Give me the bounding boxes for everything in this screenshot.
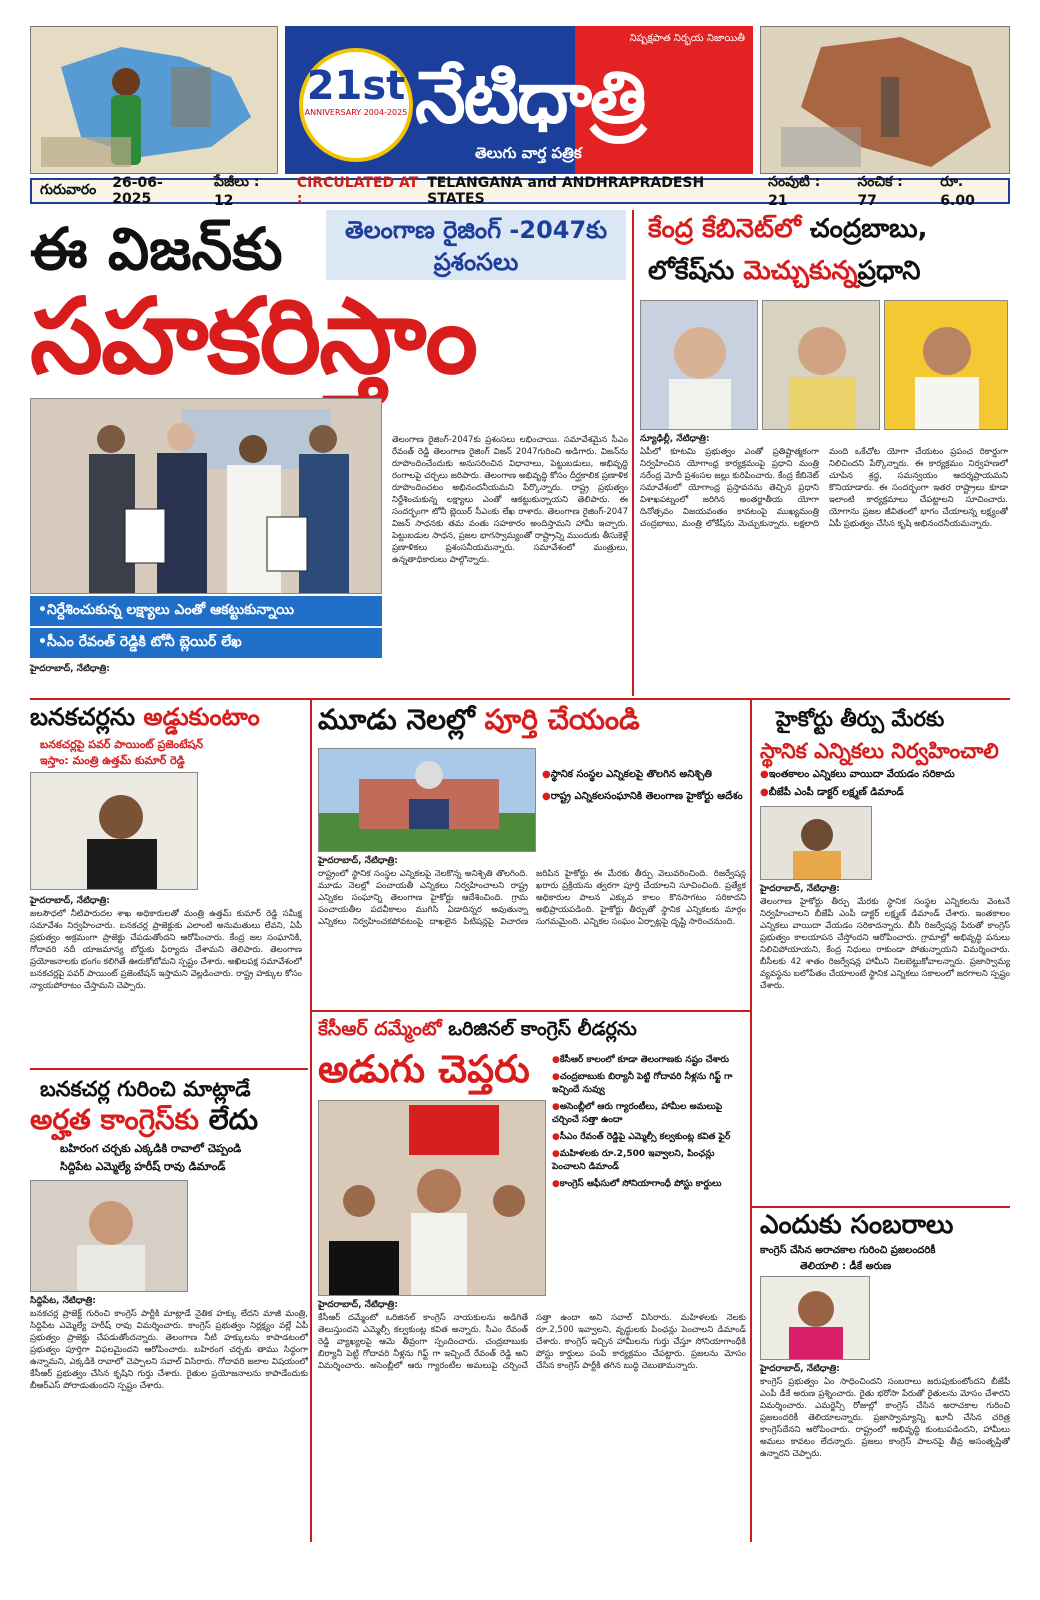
anniversary-badge <box>299 48 413 162</box>
cabinet-headline-2c: ప్రధాని <box>857 256 921 286</box>
lead-highlight-2: •సీఎం రేవంత్ రెడ్డికి టోనీ బ్లెయిర్ లేఖ <box>30 628 382 658</box>
highcourt-photo <box>760 806 872 880</box>
harish-dateline: సిద్దిపేట, నేటిధాత్రి: <box>30 1296 96 1306</box>
circulated-label: CIRCULATED AT : <box>296 175 419 207</box>
issue-volume: సంపుటి : 21 <box>768 173 821 209</box>
high-court-photo <box>318 748 536 852</box>
cabinet-body: ఏపీలో కూటమి ప్రభుత్వం ఎంతో ప్రతిష్టాత్మకంగా నిర్వహించిన యోగాంధ్ర కార్యక్రమంపై ప్రధాని మంత్రి నరేంద్ర మోదీ ప్రశంసల జల్లు కురిపించారు. కేంద్ర కేబినెట్ సమావేశంలో యోగాంధ్ర ప్రస్తావనను తెచ్చిన ప్రధాని విశాఖపట్నంలో జరిగిన అంతర్జాతీయ యోగా దినోత్సవం విజయవంతం కావటంపై ముఖ్యమంత్రి చంద్రబాబు, మంత్రి లోకేష్‌ను మెచ్చుకున్నారు. లక్షలాది మంది ఒకేచోట యోగా చేయటం ప్రపంచ రికార్డుగా నిలిచిందని పేర్కొన్నారు. ఈ కార్యక్రమం నిర్వహణలో చూపిన శ్రద్ధ, సమన్వయం ఆదర్శప్రాయమని కొనియాడారు. ఈ సందర్భంగా ఇతర రాష్ట్రాలు కూడా ఇలాంటి కార్యక్రమాలు చేపట్టాలని సూచించారు. యోగాను ప్రజల జీవితంలో భాగం చేయాలన్న లక్ష్యంతో ఏపీ ప్రభుత్వం చేసిన కృషి అభినందనీయమన్నారు. <box>640 447 1008 529</box>
harish-body: బనకచర్ల ప్రాజెక్ట్ గురించి కాంగ్రెస్ పార్టీకి మాట్లాడే నైతిక హక్కు లేదని మాజీ మంత్రి, సిద్దిపేట ఎమ్మెల్యే హరీష్ రావు విమర్శించారు. కాంగ్రెస్ ప్రభుత్వం నిర్లక్ష్యం వల్లే ఏపీ ప్రభుత్వం ప్రాజెక్టు చేపడుతోందన్నారు. తెలంగాణ నీటి హక్కులను కాపాడటంలో ప్రభుత్వం పూర్తిగా విఫలమైందని ఆరోపించారు. బహిరంగ చర్చకు తాము సిద్ధంగా ఉన్నామని, ఎక్కడికి రావాలో చెప్పాలని సవాల్ విసిరారు. గోదావరి జలాల విషయంలో కేసీఆర్ ప్రభుత్వం చేసిన కృషిని గుర్తు చేశారు. రైతుల ప్రయోజనాలను కాపాడేందుకు బీఆర్ఎస్ పోరాడుతుందని స్పష్టం చేశారు. <box>30 1309 308 1391</box>
cabinet-photo-lokesh <box>884 300 1008 430</box>
sambaralu-sub: కాంగ్రెస్ చేసిన అరాచకాల గురించి ప్రజలందరికీ <box>760 1245 936 1256</box>
harish-sub1: బహిరంగ చర్చకు ఎక్కడికి రావాలో చెప్పండి <box>60 1142 242 1155</box>
telangana-map-illustration <box>31 27 278 174</box>
lead-kicker: తెలంగాణ రైజింగ్ -2047కు ప్రశంసలు <box>326 210 626 280</box>
highcourt-bullet-2: ● బీజేపీ ఎంపీ డాక్టర్ లక్ష్మణ్ డిమాండ్ <box>760 784 904 802</box>
highcourt-bullet-1: ● ఇంతకాలం ఎన్నికలు వాయిదా వేయడం సరికాదు <box>760 766 955 784</box>
harish-headline-1: బనకచర్ల గురించి మాట్లాడే <box>40 1077 251 1101</box>
lead-body: తెలంగాణ రైజింగ్-2047కు ప్రశంసలు లభించాయి. సమావేశమైన సీఎం రేవంత్ రెడ్డి తెలంగాణ రైజింగ్ విజన్ 2047గురించి అడిగారు. విజన్‌ను రూపొందించేందుకు అనుసరించిన విధానాలు, పెట్టుబడులు, అభివృద్ధి రంగాలపై చర్చలు జరిపారు. తెలంగాణ అభివృద్ధి కోసం దీర్ఘకాలిక ప్రణాళిక రూపొందించటం అభినందనీయమని పేర్కొన్నారు. రాష్ట్ర ప్రభుత్వం నిర్దేశించుకున్న లక్ష్యాలు ఎంతో ఆకట్టుకున్నాయని తెలిపారు. ఈ సందర్భంగా టోనీ బ్లెయిర్ సీఎంకు లేఖ రాశారు. తెలంగాణ రైజింగ్-2047 విజన్ సాధనకు తమ వంతు సహకారం అందిస్తామని హామీ ఇచ్చారు. పెట్టుబడుల సాధన, ప్రజల భాగస్వామ్యంతో రాష్ట్రాన్ని ముందుకు తీసుకెళ్లే ప్రణాళికలు ప్రశంసనీయమన్నారు. సమావేశంలో మంత్రులు, ఉన్నతాధికారులు పాల్గొన్నారు. <box>392 435 628 565</box>
portrait-illustration <box>641 301 758 430</box>
highcourt-body: తెలంగాణ హైకోర్టు తీర్పు మేరకు స్థానిక సంస్థల ఎన్నికలను వెంటనే నిర్వహించాలని బీజేపీ ఎంపీ డాక్టర్ లక్ష్మణ్ డిమాండ్ చేశారు. ఇంతకాలం ఎన్నికలు వాయిదా వేయడం సరికాదన్నారు. బీసీ రిజర్వేషన్ల పేరుతో కాంగ్రెస్ ప్రభుత్వం కాలయాపన చేస్తోందని ఆరోపించారు. గ్రామాల్లో అభివృద్ధి పనులు నిలిచిపోయాయని, కేంద్ర నిధులు రాకుండా పోతున్నాయని విమర్శించారు. బీసీలకు 42 శాతం రిజర్వేషన్ల హామీని నిలబెట్టుకోవాలన్నారు. ప్రజాస్వామ్య వ్యవస్థను బలోపేతం చేయాలంటే స్థానిక ఎన్నికలు సకాలంలో జరగాలని స్పష్టం చేశారు. <box>760 897 1010 991</box>
three-months-body: రాష్ట్రంలో స్థానిక సంస్థల ఎన్నికలపై నెలకొన్న అనిశ్చితి తొలగింది. మూడు నెలల్లో పంచాయతీ ఎన్నికలు నిర్వహించాలని రాష్ట్ర ఎన్నికల సంఘాన్ని తెలంగాణ హైకోర్టు ఆదేశించింది. గ్రామ పంచాయతీల పదవీకాలం ముగిసి ఏడాదిన్నర అవుతున్నా ఎన్నికలు నిర్వహించకపోవటంపై దాఖలైన పిటిషన్లపై విచారణ జరిపిన హైకోర్టు ఈ మేరకు తీర్పు వెలువరించింది. రిజర్వేషన్ల ఖరారు ప్రక్రియను త్వరగా పూర్తి చేయాలని సూచించింది. ప్రత్యేక అధికారుల పాలన ఎక్కువ కాలం కొనసాగటం సరికాదని అభిప్రాయపడింది. హైకోర్టు తీర్పుతో స్థానిక ఎన్నికలకు మార్గం సుగమమైంది. ఎన్నికల సంఘం ఏర్పాట్లపై దృష్టి సారించనుంది. <box>318 869 746 927</box>
sambaralu-dateline: హైదరాబాద్, నేటిధాత్రి: <box>760 1364 840 1374</box>
section-divider <box>752 1206 1010 1208</box>
portrait-illustration <box>761 807 872 880</box>
three-months-bullet-1: ● స్థానిక సంస్థల ఎన్నికలపై తొలగిన అనిశ్చితి <box>542 766 748 784</box>
cabinet-headline-2b: మెచ్చుకున్న <box>734 256 858 286</box>
lead-photo <box>30 398 382 594</box>
cabinet-headline-1a: కేంద్ర కేబినెట్‌లో <box>648 214 801 244</box>
anniversary-number: 21st <box>306 63 406 109</box>
harish-headline-2a: అర్హత కాంగ్రెస్‌కు <box>30 1103 199 1136</box>
lead-photo-illustration <box>31 399 382 594</box>
kavitha-bullet: ● అసెంబ్లీలో ఆరు గ్యారంటీలు, హామీల అమలుపై చర్చించే సత్తా ఉందా <box>552 1101 748 1127</box>
issue-number: సంచిక : 77 <box>857 173 903 209</box>
portrait-illustration <box>31 773 198 890</box>
issue-date: 26-06-2025 <box>112 175 163 207</box>
lead-highlight-1: •నిర్దేశించుకున్న లక్ష్యాలు ఎంతో ఆకట్టుకున్నాయి <box>30 596 382 626</box>
newspaper-masthead <box>285 26 753 174</box>
column-divider <box>750 700 752 1542</box>
cabinet-headline-2a: లోకేష్‌ను <box>648 256 735 286</box>
three-months-headline-b: పూర్తి చేయండి <box>474 703 640 736</box>
three-months-dateline: హైదరాబాద్, నేటిధాత్రి: <box>318 856 398 866</box>
banakacherla-headline-b: అడ్డుకుంటాం <box>135 703 260 731</box>
portrait-illustration <box>763 301 880 430</box>
kavitha-body: కేసీఆర్ దమ్మేంటో ఒరిజినల్ కాంగ్రెస్ నాయకులను అడిగితే తెలుస్తుందని ఎమ్మెల్సీ కల్వకుంట్ల కవిత అన్నారు. సీఎం రేవంత్ రెడ్డి వ్యాఖ్యలపై ఆమె తీవ్రంగా స్పందించారు. చంద్రబాబుకు బిర్యానీ పెట్టి గోదావరి నీళ్లను గిఫ్ట్ గా ఇచ్చిందే రేవంత్ రెడ్డి అని విమర్శించారు. అసెంబ్లీలో ఆరు గ్యారంటీల అమలుపై చర్చించే సత్తా ఉందా అని సవాల్ విసిరారు. మహిళలకు నెలకు రూ.2,500 ఇవ్వాలని, వృద్ధులకు పింఛన్లు పెంచాలని డిమాండ్ చేశారు. కాంగ్రెస్ ఇచ్చిన హామీలను గుర్తు చేస్తూ సోనియాగాంధీకి పోస్టు కార్డులు పంపే కార్యక్రమం చేపట్టారు. ప్రజలను మోసం చేసిన కాంగ్రెస్ పార్టీకి తగిన బుద్ధి చెబుతామన్నారు. <box>318 1313 746 1371</box>
banakacherla-body: జలసౌధలో నీటిపారుదల శాఖ అధికారులతో మంత్రి ఉత్తమ్ కుమార్ రెడ్డి సమీక్ష సమావేశం నిర్వహించారు. బనకచర్ల ప్రాజెక్టుకు ఎలాంటి అనుమతులు లేవని, ఏపీ ప్రభుత్వం అక్రమంగా ప్రాజెక్టు చేపడుతోందని ఆరోపించారు. కేంద్ర జల సంఘానికి, గోదావరి నదీ యాజమాన్య బోర్డుకు ఫిర్యాదు చేశామని తెలిపారు. తెలంగాణ ప్రయోజనాలకు భంగం కలిగితే ఊరుకోబోమని స్పష్టం చేశారు. అఖిలపక్ష సమావేశంలో బనకచర్లపై పవర్ పాయింట్ ప్రజెంటేషన్ ఇస్తామని వెల్లడించారు. రాష్ట్ర హక్కుల కోసం న్యాయపోరాటం చేస్తామని చెప్పారు. <box>30 909 302 991</box>
highcourt-dateline: హైదరాబాద్, నేటిధాత్రి: <box>760 884 840 894</box>
highcourt-headline-1: హైకోర్టు తీర్పు మేరకు <box>776 707 945 731</box>
three-months-bullet-2: ● రాష్ట్ర ఎన్నికలసంఘానికి తెలంగాణ హైకోర్టు ఆదేశం <box>542 788 748 806</box>
cabinet-headline-2 <box>648 256 1008 286</box>
kavitha-headline-1b: ఒరిజినల్ కాంగ్రెస్ లీడర్లను <box>441 1018 637 1040</box>
cabinet-dateline: న్యూఢిల్లీ, నేటిధాత్రి: <box>640 434 710 444</box>
kavitha-bullet: ● కేసీఆర్ కాలంలో కూడా తెలంగాణకు నష్టం చేశారు <box>552 1054 748 1067</box>
cabinet-photo-modi <box>640 300 758 430</box>
kavitha-bullets <box>552 1054 748 1195</box>
telangana-map-banner <box>30 26 278 174</box>
section-divider <box>312 1010 750 1012</box>
protest-illustration <box>319 1101 546 1296</box>
lead-headline-line1: ఈ విజన్‌కు <box>30 215 283 283</box>
cabinet-headline-1b: చంద్రబాబు, <box>800 214 928 244</box>
banakacherla-headline <box>30 702 305 732</box>
sambaralu-sub2: తెలియాలి : డీకే అరుణ <box>800 1261 892 1272</box>
newspaper-subtitle: తెలుగు వార్త పత్రిక <box>475 144 582 162</box>
kavitha-bullet: ● మహిళలకు రూ.2,500 ఇవ్వాలని, పింఛన్లు పెంచాలని డిమాండ్ <box>552 1148 748 1174</box>
cabinet-photo-chandrababu <box>762 300 880 430</box>
banakacherla-sub1: బనకచర్లపై పవర్ పాయింట్ ప్రజెంటేషన్ <box>40 738 204 751</box>
sambaralu-body: కాంగ్రెస్ ప్రభుత్వం ఏం సాధించిందని సంబరాలు జరుపుకుంటోందని బీజేపీ ఎంపీ డీకే అరుణ ప్రశ్నించారు. రైతు భరోసా పేరుతో రైతులను మోసం చేశారని విమర్శించారు. ఎమర్జెన్సీ రోజుల్లో కాంగ్రెస్ చేసిన అరాచకాల గురించి ప్రజలందరికీ తెలియాలన్నారు. ప్రజాస్వామ్యాన్ని ఖూనీ చేసిన చరిత్ర కాంగ్రెస్‌దేనని ఆరోపించారు. రాష్ట్రంలో అభివృద్ధి కుంటుపడిందని, హామీలు అమలు కావటం లేదన్నారు. ప్రజలు కాంగ్రెస్ పాలనపై తీవ్ర అసంతృప్తితో ఉన్నారని చెప్పారు. <box>760 1377 1010 1459</box>
newspaper-tagline: నిష్పక్షపాత నిర్భయ నిజాయితీ <box>629 33 745 44</box>
lead-headline-line2: సహకరిస్తాం <box>30 275 476 397</box>
three-months-headline <box>318 702 748 738</box>
cabinet-headline-1 <box>648 214 1008 244</box>
kavitha-dateline: హైదరాబాద్, నేటిధాత్రి: <box>318 1300 398 1310</box>
three-months-headline-a: మూడు నెలల్లో <box>318 703 475 736</box>
highcourt-headline-2: స్థానిక ఎన్నికలు నిర్వహించాలి <box>760 739 999 763</box>
portrait-illustration <box>885 301 1008 430</box>
sambaralu-photo <box>760 1276 870 1360</box>
kavitha-headline-2: అడుగు చెప్తరు <box>318 1047 530 1091</box>
anniversary-sub: ANNIVERSARY 2004-2025 <box>304 108 408 117</box>
andhra-map-illustration <box>761 27 1010 174</box>
issue-day: గురువారం <box>40 181 97 198</box>
kavitha-bullet: ● సీఎం రేవంత్ రెడ్డిపై ఎమ్మెల్సీ కల్వకుంట్ల కవిత ఫైర్ <box>552 1131 748 1144</box>
harish-headline-2b: లేదు <box>199 1103 259 1136</box>
portrait-illustration <box>31 1181 188 1292</box>
circulated-value: TELANGANA and ANDHRAPRADESH STATES <box>427 175 705 207</box>
harish-photo <box>30 1180 188 1292</box>
column-divider <box>310 700 312 1542</box>
column-divider <box>632 210 634 696</box>
banakacherla-headline-a: బనకచర్లను <box>30 703 135 731</box>
harish-headline-2 <box>30 1102 258 1138</box>
lead-dateline: హైదరాబాద్, నేటిధాత్రి: <box>30 664 110 674</box>
banakacherla-dateline: హైదరాబాద్, నేటిధాత్రి: <box>30 896 110 906</box>
building-illustration <box>319 749 536 852</box>
newspaper-title: నేటిధాత్రి <box>415 54 645 139</box>
issue-price: రూ. 6.00 <box>940 173 975 209</box>
kavitha-bullet: ● చంద్రబాబుకు బిర్యానీ పెట్టి గోదావరి నీళ్లను గిఫ్ట్ గా ఇచ్చిందే నువ్వు <box>552 1071 748 1097</box>
kavitha-bullet: ● కాంగ్రెస్ ఆఫీసులో సోనియాగాంధీ పోస్టు కార్డులు <box>552 1178 748 1191</box>
issue-pages: పేజీలు : 12 <box>213 173 260 209</box>
kavitha-photo <box>318 1100 546 1296</box>
harish-sub2: సిద్దిపేట ఎమ్మెల్యే హరీష్ రావు డిమాండ్ <box>60 1160 226 1173</box>
issue-info-bar <box>30 173 1010 209</box>
sambaralu-headline: ఎందుకు సంబరాలు <box>760 1210 954 1240</box>
section-divider <box>30 1068 308 1070</box>
kavitha-headline-1a: కేసీఆర్ దమ్మేంటో <box>318 1018 442 1040</box>
banakacherla-sub2: ఇస్తాం: మంత్రి ఉత్తమ్ కుమార్ రెడ్డి <box>40 754 185 767</box>
banakacherla-photo <box>30 772 198 890</box>
kavitha-headline-1 <box>318 1014 748 1044</box>
section-divider <box>30 698 1010 700</box>
andhra-map-banner <box>760 26 1010 174</box>
portrait-illustration <box>761 1277 870 1360</box>
